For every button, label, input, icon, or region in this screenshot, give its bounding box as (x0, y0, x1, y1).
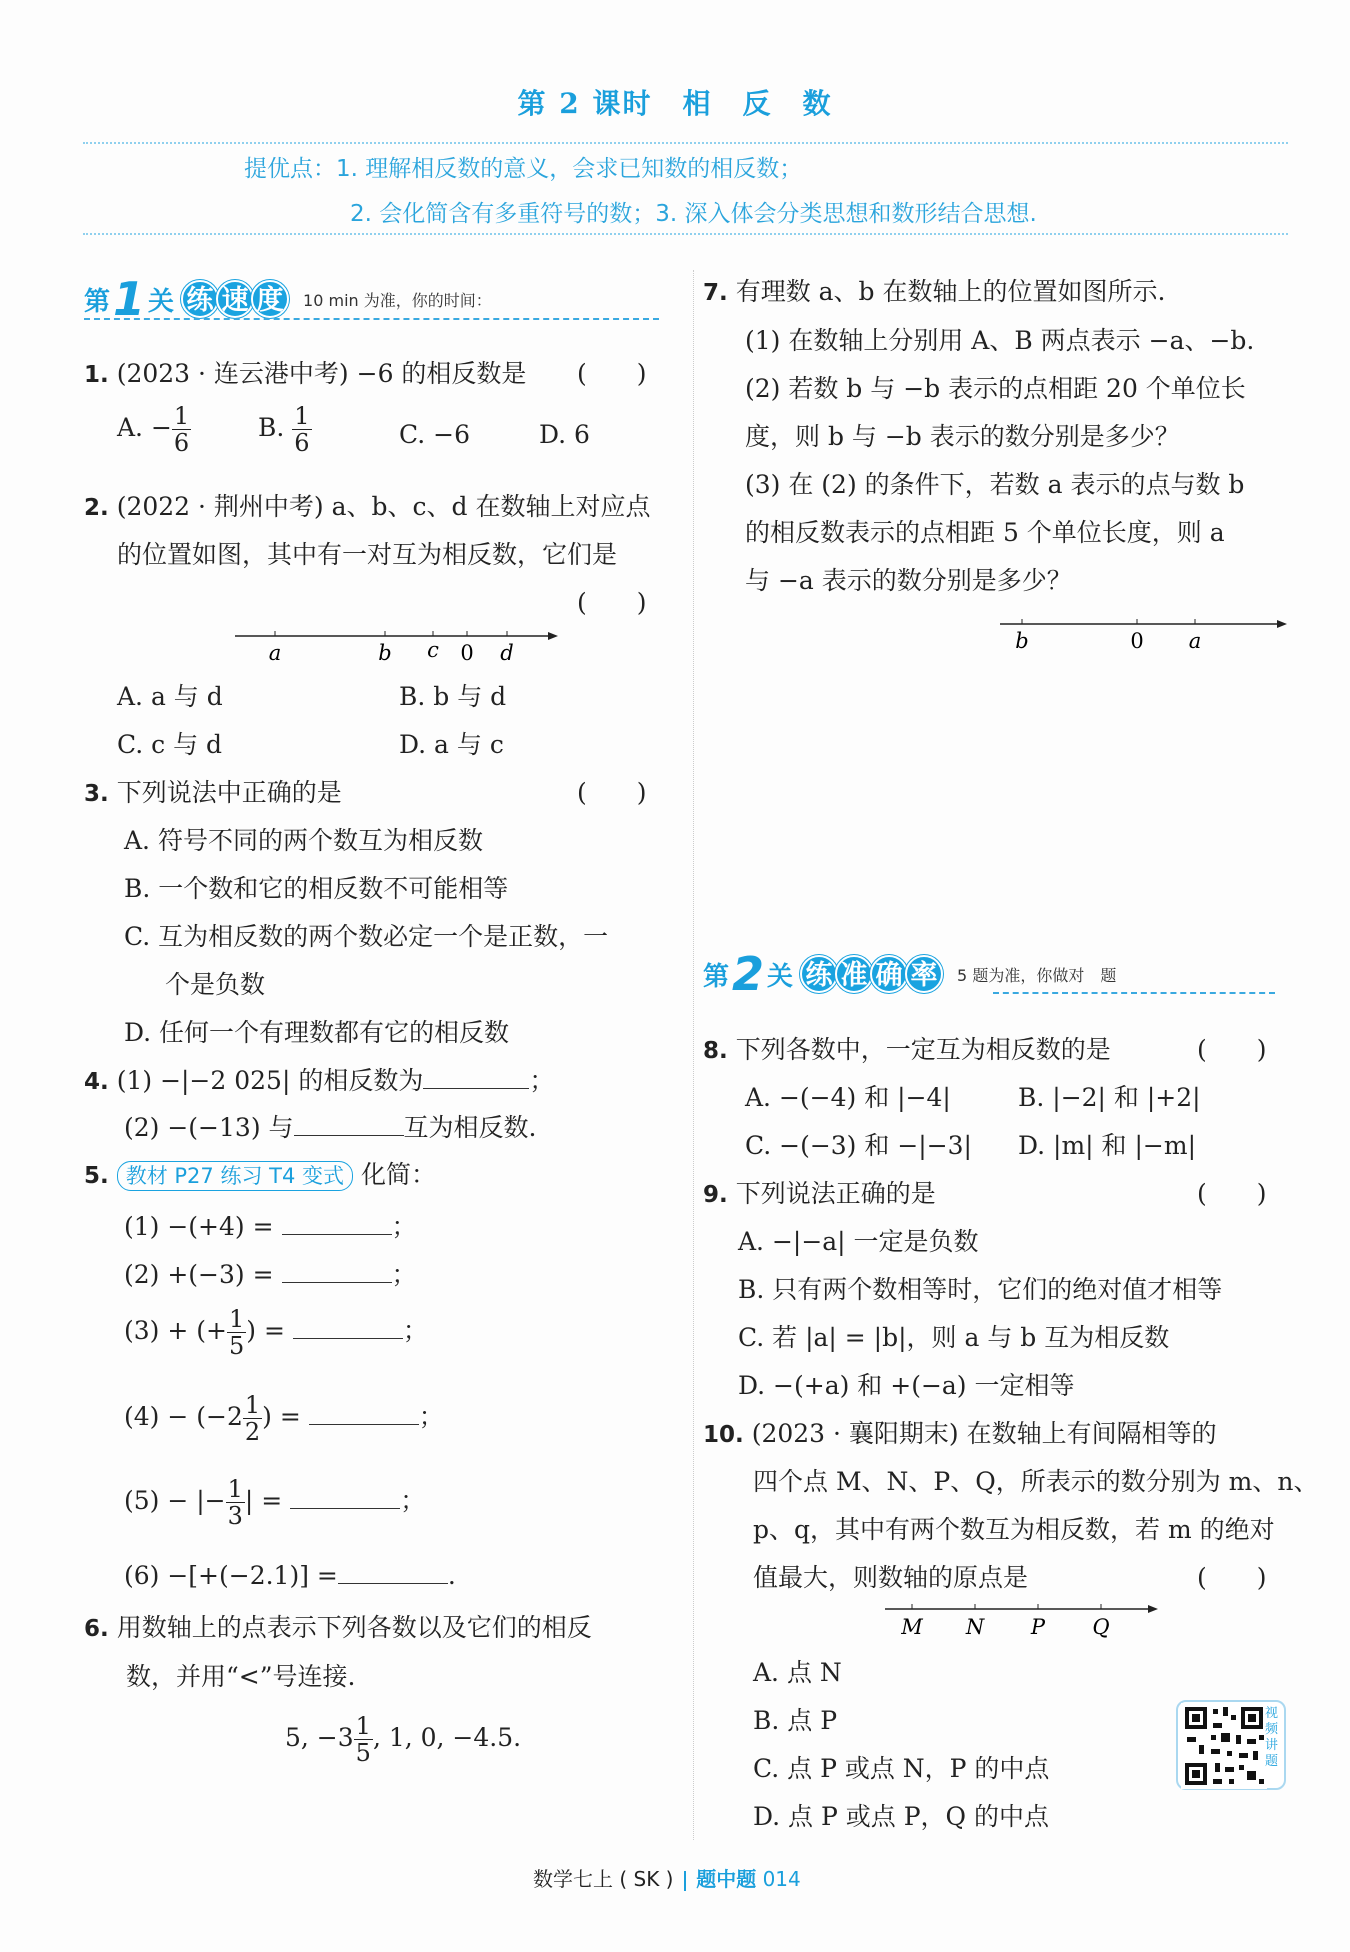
question-number: 8. (703, 1038, 728, 1064)
fraction (243, 1392, 262, 1445)
q7-part-3: (3) 在 (2) 的条件下，若数 a 表示的点与数 b (745, 470, 1245, 499)
q5-part-2 (124, 1255, 417, 1291)
section-label: 第 (703, 961, 730, 992)
qr-label: 视频讲题 (1265, 1706, 1279, 1769)
question-number: 9. (703, 1182, 728, 1208)
answer-blank[interactable] (282, 1259, 392, 1283)
option-b[interactable]: B. 点 P (753, 1706, 838, 1735)
footer-book: 数学七上 ( SK ) (533, 1867, 674, 1891)
q7-part-2: (2) 若数 b 与 −b 表示的点相距 20 个单位长 (745, 374, 1246, 403)
answer-bracket: ( ) (577, 778, 647, 807)
axis-arrow (548, 632, 558, 640)
option-d[interactable]: D. |m| 和 |−m| (1018, 1131, 1196, 1160)
numerator: 1 (355, 1712, 371, 1740)
question-text: 下列说法正确的是 (735, 1179, 936, 1208)
option-b[interactable]: B. 只有两个数相等时，它们的绝对值才相等 (738, 1275, 1223, 1304)
fraction (226, 1476, 245, 1529)
q7-part-1: (1) 在数轴上分别用 A、B 两点表示 −a、−b. (745, 326, 1255, 355)
expression: (6) −[+(−2.1)] = (124, 1561, 338, 1590)
question-1 (84, 354, 526, 390)
option-a[interactable]: A. 点 N (753, 1658, 842, 1687)
answer-blank[interactable] (293, 1315, 403, 1339)
axis-label: P (1030, 1615, 1046, 1639)
axis-arrow (1277, 620, 1287, 628)
numerator: 1 (227, 1475, 243, 1503)
option-c[interactable]: C. 点 P 或点 N，P 的中点 (753, 1754, 1050, 1783)
section-label: 第 (84, 286, 111, 317)
question-text: 互为相反数. (403, 1113, 537, 1142)
number-line-q7 (995, 610, 1290, 654)
fraction (354, 1713, 373, 1766)
answer-blank[interactable] (282, 1211, 392, 1235)
axis-label: a (268, 641, 282, 665)
option-a[interactable]: A. −(−4) 和 |−4| (745, 1083, 951, 1112)
option-b[interactable]: B. b 与 d (399, 682, 507, 711)
option-d[interactable]: D. 点 P 或点 P，Q 的中点 (753, 1802, 1049, 1831)
section-title-char: 确 (870, 955, 908, 993)
answer-blank[interactable] (309, 1401, 419, 1425)
section-label: 关 (148, 286, 175, 317)
question-text: 有理数 a、b 在数轴上的位置如图所示. (735, 277, 1166, 306)
option-a[interactable]: A. a 与 d (117, 682, 223, 711)
option-c[interactable]: C. 互为相反数的两个数必定一个是正数，一 (124, 922, 609, 951)
qr-code-icon (1181, 1703, 1267, 1789)
question-number: 3. (84, 781, 109, 807)
q5-part-6 (124, 1560, 456, 1590)
option-c[interactable]: C. 若 |a| = |b|，则 a 与 b 互为相反数 (738, 1323, 1170, 1352)
section-title-char: 度 (251, 280, 289, 318)
option-b[interactable] (258, 403, 312, 456)
axis-label: b (1015, 629, 1029, 653)
q5-part-4 (124, 1392, 444, 1445)
question-4-part-2 (124, 1108, 536, 1144)
option-d[interactable]: D. −(+a) 和 +(−a) 一定相等 (738, 1371, 1075, 1400)
axis-label: b (378, 641, 392, 665)
numerator: 1 (244, 1391, 261, 1419)
expression: (5) − |− (124, 1486, 226, 1515)
footer-divider (684, 1871, 686, 1891)
punctuation: ； (400, 1486, 426, 1515)
fraction (292, 403, 311, 456)
question-text: 数，并用“<”号连接. (126, 1662, 356, 1691)
q7-part-2-continued: 度，则 b 与 −b 表示的数分别是多少？ (745, 422, 1180, 451)
axis-arrow (1148, 1605, 1158, 1613)
section-label: 关 (767, 961, 794, 992)
question-text: 四个点 M、N、P、Q，所表示的数分别为 m、n、 (753, 1467, 1319, 1496)
expression: ) = (262, 1402, 301, 1431)
question-text: 用数轴上的点表示下列各数以及它们的相反 (116, 1613, 592, 1642)
question-text: (2) −(−13) 与 (124, 1113, 294, 1142)
option-b[interactable]: B. |−2| 和 |+2| (1018, 1083, 1201, 1112)
footer (533, 1863, 801, 1892)
answer-blank[interactable] (423, 1065, 529, 1089)
option-label: B. (258, 413, 285, 442)
punctuation: ； (391, 1260, 417, 1289)
number-line-q2 (230, 622, 560, 666)
score-note: 5 题为准，你做对 题 (957, 965, 1117, 985)
question-text: (2023 · 襄阳期末) 在数轴上有间隔相等的 (751, 1419, 1217, 1448)
answer-bracket: ( ) (577, 359, 647, 388)
numerator: 1 (294, 402, 310, 430)
question-5 (84, 1155, 436, 1191)
expression: (2) +(−3) = (124, 1260, 274, 1289)
answer-bracket: ( ) (577, 588, 647, 617)
option-d[interactable]: D. 任何一个有理数都有它的相反数 (124, 1018, 510, 1047)
denominator: 3 (227, 1502, 243, 1530)
numerator: 1 (228, 1305, 245, 1333)
divider (83, 142, 1288, 144)
section-underline (84, 318, 659, 320)
denominator: 6 (294, 429, 310, 457)
denominator: 2 (244, 1418, 261, 1446)
section-title-char: 练 (800, 955, 838, 993)
expression: , 1, 0, −4.5. (372, 1723, 522, 1752)
textbook-tag: 教材 P27 练习 T4 变式 (117, 1161, 353, 1191)
q7-part-3-continued: 的相反数表示的点相距 5 个单位长度，则 a (745, 518, 1225, 547)
denominator: 5 (228, 1332, 245, 1360)
section-number: 2 (732, 947, 765, 1001)
section-title-char: 速 (216, 280, 254, 318)
expression: (3) + (+ (124, 1316, 227, 1345)
option-a[interactable]: A. 符号不同的两个数互为相反数 (124, 826, 483, 855)
question-3 (84, 773, 342, 809)
option-c[interactable]: C. −6 (399, 420, 470, 449)
option-c[interactable]: C. −(−3) 和 −|−3| (745, 1131, 972, 1160)
question-9 (703, 1174, 936, 1210)
goals-line-2: 2. 会化简含有多重符号的数；3. 深入体会分类思想和数形结合思想. (350, 201, 1037, 227)
question-text: 化简： (360, 1160, 436, 1189)
question-number: 10. (703, 1422, 744, 1448)
page-number: 014 (762, 1867, 801, 1891)
axis-label: M (901, 1615, 923, 1639)
answer-bracket: ( ) (1197, 1179, 1267, 1208)
option-d[interactable]: D. a 与 c (399, 730, 504, 759)
section-number: 1 (113, 272, 146, 326)
footer-brand: 题中题 (696, 1867, 757, 1891)
option-c-continued: 个是负数 (165, 970, 266, 999)
punctuation: . (447, 1561, 456, 1590)
expression: | = (244, 1486, 283, 1515)
denominator: 5 (355, 1739, 371, 1767)
question-text: 下列各数中，一定互为相反数的是 (735, 1035, 1111, 1064)
section-title-char: 准 (835, 955, 873, 993)
answer-blank[interactable] (290, 1485, 400, 1509)
option-c[interactable]: C. c 与 d (117, 730, 223, 759)
answer-blank[interactable] (294, 1112, 404, 1136)
page-title: 第 2 课时 相 反 数 (517, 87, 833, 120)
question-text: (2023 · 连云港中考) −6 的相反数是 (116, 359, 527, 388)
punctuation: ； (391, 1212, 417, 1241)
question-text: (1) −|−2 025| 的相反数为 (116, 1066, 424, 1095)
punctuation: ； (418, 1402, 444, 1431)
question-number: 1. (84, 362, 109, 388)
option-d[interactable]: D. 6 (539, 420, 590, 449)
question-8 (703, 1030, 1111, 1066)
question-6 (84, 1608, 592, 1644)
question-number: 5. (84, 1163, 109, 1189)
question-2 (84, 487, 650, 523)
question-text: 值最大，则数轴的原点是 (753, 1563, 1029, 1592)
column-divider (693, 270, 694, 1840)
number-list (285, 1713, 521, 1766)
punctuation: ； (402, 1316, 428, 1345)
fraction (172, 403, 191, 456)
answer-bracket: ( ) (1197, 1563, 1267, 1592)
q5-part-3 (124, 1306, 428, 1359)
axis-label: 0 (460, 641, 474, 665)
axis-label: 0 (1130, 629, 1144, 653)
expression: 5, −3 (285, 1723, 354, 1752)
q7-part-3-continued: 与 −a 表示的数分别是多少？ (745, 566, 1072, 595)
question-text: p、q，其中有两个数互为相反数，若 m 的绝对 (753, 1515, 1275, 1544)
axis-label: d (500, 641, 514, 665)
question-7 (703, 272, 1165, 308)
punctuation: ； (529, 1066, 555, 1095)
section-title-char: 率 (905, 955, 943, 993)
divider (83, 233, 1288, 235)
q5-part-1 (124, 1207, 417, 1243)
fraction (227, 1306, 246, 1359)
goals-line-1: 提优点：1. 理解相反数的意义，会求已知数的相反数； (244, 156, 803, 182)
q5-part-5 (124, 1476, 425, 1529)
axis-label: c (427, 638, 439, 662)
question-number: 4. (84, 1069, 109, 1095)
video-qr-code[interactable] (1176, 1700, 1286, 1790)
denominator: 6 (173, 429, 190, 457)
answer-bracket: ( ) (1197, 1035, 1267, 1064)
section-title-char: 练 (181, 280, 219, 318)
option-label: A. − (117, 413, 172, 442)
expression: (1) −(+4) = (124, 1212, 274, 1241)
question-10 (703, 1414, 1217, 1450)
expression: ) = (246, 1316, 285, 1345)
axis-label: Q (1092, 1615, 1110, 1639)
question-number: 7. (703, 280, 728, 306)
axis-label: N (965, 1615, 985, 1639)
number-line-q10 (880, 1597, 1160, 1641)
axis-label: a (1188, 629, 1202, 653)
numerator: 1 (173, 402, 190, 430)
question-text: (2022 · 荆州中考) a、b、c、d 在数轴上对应点 (116, 492, 651, 521)
question-number: 2. (84, 495, 109, 521)
option-a[interactable] (117, 403, 191, 456)
question-text: 的位置如图，其中有一对互为相反数，它们是 (117, 540, 618, 569)
question-number: 6. (84, 1616, 109, 1642)
expression: (4) − (−2 (124, 1402, 243, 1431)
option-a[interactable]: A. −|−a| 一定是负数 (738, 1227, 979, 1256)
question-text: 下列说法中正确的是 (116, 778, 342, 807)
timer-note: 10 min 为准，你的时间： (303, 290, 492, 310)
section-underline (993, 992, 1275, 994)
question-4 (84, 1061, 554, 1097)
answer-blank[interactable] (338, 1560, 448, 1584)
option-b[interactable]: B. 一个数和它的相反数不可能相等 (124, 874, 509, 903)
